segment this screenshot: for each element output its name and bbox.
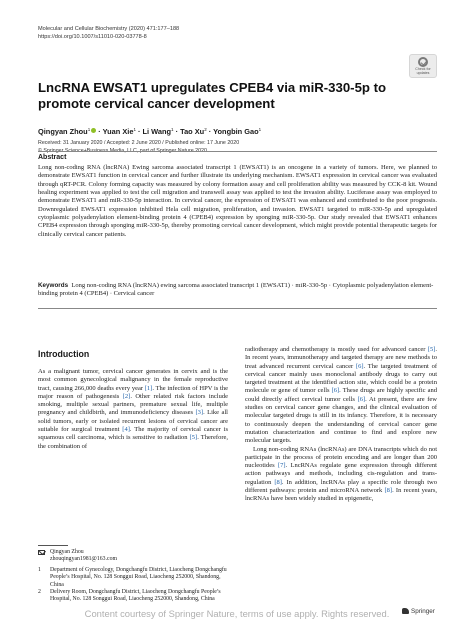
citation-link[interactable]: [1] [144, 384, 153, 392]
citation-link[interactable]: [8] [274, 478, 282, 486]
journal-citation: Molecular and Cellular Biochemistry (2020) 471:177–188 [38, 26, 180, 32]
journal-header [38, 25, 179, 41]
author-affiliation-mark: 1 [133, 127, 136, 132]
body-text: . These drugs are highly specific and could directly affect cervical tumor cells [245, 387, 437, 403]
keywords [38, 282, 437, 299]
affiliation-2 [38, 589, 228, 604]
section-heading-introduction: Introduction [38, 349, 90, 359]
citation-link[interactable]: [5] [189, 434, 198, 442]
citation-link[interactable]: [6] [355, 362, 364, 370]
paragraph [245, 446, 437, 504]
publication-dates [38, 140, 239, 155]
author-name[interactable]: Yongbin Gao [213, 127, 259, 136]
body-text: . Like all solid tumors, early or isolated recurrent lesions of cervical cancer are suitable for surgical treatment [38, 409, 228, 434]
badge-line2: updates [416, 71, 430, 75]
body-text: . The targeted treatment of cervical cancer mainly uses monoclonal antibody drugs to carry out targeted treatment at the identified action site, which could be a protein molecule or gene of tumor cells [245, 362, 438, 395]
orcid-icon[interactable] [91, 128, 96, 133]
body-text: Long non-coding RNAs (lncRNAs) are DNA transcripts which do not participate in the process of protein encoding and are longer than 200 nucleotides [245, 445, 437, 470]
affiliation-mark: 2 [38, 589, 41, 595]
body-text: . In recent years, lncRNAs have been widely studied in epigenetic, [245, 487, 437, 503]
citation-link[interactable]: [4] [122, 426, 130, 434]
author-name[interactable]: Yuan Xie [102, 127, 134, 136]
author-name[interactable]: Li Wang [142, 127, 172, 136]
affiliation-text: Delivery Room, Dongchangfu District, Liaocheng Dongchangfu People’s Hospital, No. 128 Songgui Road, Liaocheng 252000, Shandong, China [50, 589, 221, 603]
body-text: . LncRNAs regulate gene expression through different action pathways and methods, including cis-regulation and trans-regulation [245, 462, 437, 486]
footnote-divider [38, 545, 68, 546]
author-name[interactable]: Qingyan Zhou [38, 127, 88, 136]
body-text: . In recent years, immunotherapy and targeted therapy are new methods to treat advanced recurrent cervical cancer [245, 346, 437, 370]
author-affiliation-mark: 1 [258, 127, 262, 132]
copyright-line: © Springer Science+Business Media, LLC, part of Springer Nature 2020 [38, 147, 207, 154]
citation-link[interactable]: [5] [427, 346, 436, 353]
citation-link[interactable]: [6] [357, 395, 366, 403]
courtesy-footer: Content courtesy of Springer Nature, terms of use apply. Rights reserved. [84, 608, 390, 619]
contact-name: Qingyan Zhou [50, 549, 84, 555]
author-affiliation-mark: 1 [171, 127, 174, 132]
body-text: As a malignant tumor, cervical cancer generates in cervix and is the most common gynecological malignancy in the female reproductive tract, causing 266,000 deaths every year [38, 368, 228, 392]
badge-line1: Check for [415, 67, 431, 71]
citation-link[interactable]: [2] [122, 392, 131, 400]
divider [38, 308, 437, 309]
citation-link[interactable]: [3] [195, 409, 204, 417]
corresponding-author [38, 549, 228, 564]
citation-link[interactable]: [6] [331, 387, 340, 395]
paragraph [245, 346, 437, 446]
author-affiliation-mark: 2 [204, 127, 207, 132]
doi-link[interactable]: https://doi.org/10.1007/s11010-020-03778-8 [38, 34, 147, 40]
divider [38, 151, 437, 152]
abstract-heading: Abstract [38, 154, 67, 161]
abstract-text: Long non-coding RNA (lncRNA) Ewing sarcoma associated transcript 1 (EWSAT1) is an oncogene in a variety of tumors. Here, we planned to demonstrate EWSAT1 function in cervical cancer and further illustrate its underlying mechanism. EWSAT1 expression in cervical cancer was evaluated through qRT-PCR. Colony forming capacity was measured by colony formation assay and cell proliferation ability was measured by CCK-8 kit. Wound healing experiment was applied to test the cell migration and transwell assay was applied to test the invasion ability. Luciferase assay was employed to demonstrate EWSAT1 and miR-330-5p interaction. In cervical cancer, the expression of EWSAT1 was enhanced and contributed to the poor prognosis. Downregulated EWSAT1 expression inhibited Hela cell migration, proliferation, and invasion. EWSAT1 targeted to miR-330-5p and upregulated cytoplasmic polyadenylation element-binding protein 4 (CPEB4) expression by sponging miR-330-5p. Our study revealed that EWSAT1 enhances CPEB4 expression through sponging miR-330-5p, thereby promoting cervical cancer development, which might provide potential therapeutic targets for clinically cervical cancer patients. [38, 164, 437, 238]
body-text: . Therefore, the combination of [38, 434, 228, 450]
affiliation-mark: 1 [38, 567, 41, 573]
author-affiliation-mark: 1 [87, 127, 91, 132]
intro-right-column [245, 346, 437, 504]
author-list: Qingyan Zhou$^1$ · Yuan Xie$^1$ · Li Wang$^1$ · Tao $Xu^2$ · Yongbin Gao$^1$ [38, 127, 262, 136]
affiliation-text: Department of Gynecology, Dongchangfu District, Liaocheng Dongchangfu People’s Hospital, No. 128 Songgui Road, Liaocheng 252000, Shandong, China [50, 567, 227, 588]
citation-link[interactable]: [7] [277, 462, 286, 470]
check-for-updates-badge[interactable] [409, 54, 437, 78]
body-text: radiotherapy and chemotherapy is mostly used for advanced cancer [245, 346, 428, 353]
body-text: . In addition, lncRNAs play a specific role through two different pathways: protein and microRNA network [245, 478, 437, 495]
author-name[interactable]: Tao Xu [180, 127, 205, 136]
intro-left-column [38, 368, 228, 451]
publisher-name: Springer [411, 608, 435, 615]
keywords-text: Long non-coding RNA (lncRNA) ewing sarcoma associated transcript 1 (EWSAT1) · miR-330-5p · Cytoplasmic polyadenylation element-binding protein 4 (CPEB4) · Cervical cancer [38, 282, 434, 298]
article-title: LncRNA EWSAT1 upregulates CPEB4 via miR-330-5p to promote cervical cancer development [38, 80, 387, 111]
body-text: . At present, there are few studies on cervical cancer gene changes, and the clinical evaluation of molecular targeted drugs is still in its infancy. Therefore, it is necessary to continuously deepen the understanding of cervical cancer gene mutation characterization and continue to find and explore new molecular targets. [245, 395, 437, 445]
keywords-label: Keywords [38, 282, 69, 289]
body-text: . Other related risk factors include smoking, multiple sexual partners, premature sexual life, multiple pregnancy and childbirth, and immunodeficiency diseases [38, 392, 228, 417]
body-text: . The infection of HPV is the major reason of pathogenesis [38, 384, 228, 400]
affiliation-1 [38, 567, 228, 589]
body-text: . The majority of cervical cancer is squamous cell carcinoma, which is sensitive to radiation [38, 426, 228, 442]
citation-link[interactable]: [8] [384, 487, 393, 495]
envelope-icon [38, 550, 45, 555]
check-icon [418, 57, 428, 67]
history-dates: Received: 31 January 2020 / Accepted: 2 June 2020 / Published online: 17 June 2020 [38, 140, 240, 146]
contact-email[interactable]: zhouqingyan1981@163.com [50, 556, 118, 563]
